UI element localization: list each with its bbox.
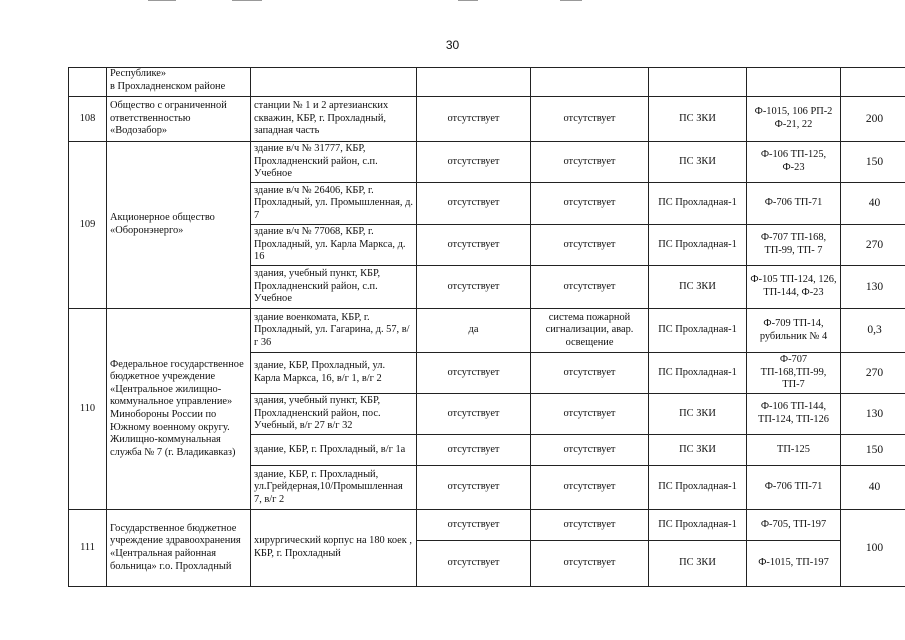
cell-organization: Государственное бюджетное учреждение здравоохранения «Центральная районная больница» г.о. Прохладный — [107, 510, 251, 587]
cell-c7: 40 — [841, 466, 905, 510]
cell-c6: Ф-106 ТП-144, ТП-124, ТП-126 — [747, 394, 841, 435]
cell-c3: да — [417, 309, 531, 353]
cell-c5: ПС Прохладная-1 — [649, 466, 747, 510]
cell-c5: ПС ЗКИ — [649, 541, 747, 587]
cell-c4 — [531, 68, 649, 97]
cell-c5 — [649, 68, 747, 97]
cell-address: здания, учебный пункт, КБР, Прохладненский район, с.п. Учебное — [251, 266, 417, 309]
cell-c4: отсутствует — [531, 435, 649, 466]
cell-c4: отсутствует — [531, 225, 649, 266]
cell-organization: Федеральное государственное бюджетное учреждение «Центральное жилищно-коммунальное управление» Минобороны России по Южному военному округу. Жилищно-коммунальная служба № 7 (г. Владикавказ) — [107, 309, 251, 510]
cell-c3: отсутствует — [417, 435, 531, 466]
cell-c6: Ф-106 ТП-125, Ф-23 — [747, 142, 841, 183]
cell-c4: отсутствует — [531, 353, 649, 394]
cell-address: здание в/ч № 77068, КБР, г. Прохладный, ул. Карла Маркса, д. 16 — [251, 225, 417, 266]
cell-address: здание военкомата, КБР, г. Прохладный, ул. Гагарина, д. 57, в/г 36 — [251, 309, 417, 353]
cell-c7: 150 — [841, 142, 905, 183]
cell-c6: Ф-1015, ТП-197 — [747, 541, 841, 587]
cell-address: хирургический корпус на 180 коек , КБР, г. Прохладный — [251, 510, 417, 587]
cell-c3: отсутствует — [417, 466, 531, 510]
cell-c7: 130 — [841, 266, 905, 309]
cell-number: 108 — [69, 97, 107, 142]
cell-c5: ПС ЗКИ — [649, 97, 747, 142]
cell-address: здание, КБР, Прохладный, ул. Карла Маркса, 16, в/г 1, в/г 2 — [251, 353, 417, 394]
cell-organization: Республике» в Прохладненском районе — [107, 68, 251, 97]
page-number: 30 — [445, 38, 460, 52]
cell-address: здание в/ч № 31777, КБР, Прохладненский район, с.п. Учебное — [251, 142, 417, 183]
cell-c4: отсутствует — [531, 183, 649, 225]
cell-address: здания, учебный пункт, КБР, Прохладненский район, пос. Учебный, в/г 27 в/г 32 — [251, 394, 417, 435]
scan-mark — [148, 0, 176, 1]
cell-c3: отсутствует — [417, 510, 531, 541]
cell-c3: отсутствует — [417, 225, 531, 266]
table-row — [69, 97, 905, 142]
cell-number — [69, 68, 107, 97]
cell-c5: ПС ЗКИ — [649, 142, 747, 183]
cell-organization: Общество с ограниченной ответственностью «Водозабор» — [107, 97, 251, 142]
cell-c4: отсутствует — [531, 541, 649, 587]
cell-c7: 130 — [841, 394, 905, 435]
cell-c7: 40 — [841, 183, 905, 225]
cell-address: здание, КБР, г. Прохладный, ул.Грейдерная,10/Промышленная 7, в/г 2 — [251, 466, 417, 510]
cell-c7: 270 — [841, 225, 905, 266]
scan-mark — [560, 0, 582, 1]
cell-c3: отсутствует — [417, 183, 531, 225]
cell-c5: ПС Прохладная-1 — [649, 510, 747, 541]
cell-c6 — [747, 68, 841, 97]
cell-c3 — [417, 68, 531, 97]
cell-number: 110 — [69, 309, 107, 510]
cell-c4: отсутствует — [531, 466, 649, 510]
cell-c3: отсутствует — [417, 97, 531, 142]
table-row — [69, 142, 905, 183]
cell-c7 — [841, 68, 905, 97]
cell-c5: ПС Прохладная-1 — [649, 309, 747, 353]
table-row — [69, 510, 905, 541]
cell-address: станции № 1 и 2 артезианских скважин, КБР, г. Прохладный, западная часть — [251, 97, 417, 142]
cell-c6: Ф-705, ТП-197 — [747, 510, 841, 541]
cell-c4: отсутствует — [531, 97, 649, 142]
table-row — [69, 68, 905, 97]
scan-mark — [458, 0, 478, 1]
cell-c5: ПС ЗКИ — [649, 394, 747, 435]
cell-c7: 150 — [841, 435, 905, 466]
cell-c4: система пожарной сигнализации, авар. освещение — [531, 309, 649, 353]
cell-address: здание, КБР, г. Прохладный, в/г 1а — [251, 435, 417, 466]
cell-c5: ПС ЗКИ — [649, 266, 747, 309]
cell-c6: Ф-1015, 106 РП-2 Ф-21, 22 — [747, 97, 841, 142]
registry-table — [68, 67, 905, 587]
cell-c5: ПС Прохладная-1 — [649, 183, 747, 225]
cell-c4: отсутствует — [531, 142, 649, 183]
cell-c7: 100 — [841, 510, 905, 587]
cell-c3: отсутствует — [417, 394, 531, 435]
cell-address: здание в/ч № 26406, КБР, г. Прохладный, ул. Промышленная, д. 7 — [251, 183, 417, 225]
cell-address — [251, 68, 417, 97]
cell-c6: Ф-707 ТП-168,ТП-99, ТП-7 — [747, 353, 841, 394]
cell-c6: Ф-709 ТП-14, рубильник № 4 — [747, 309, 841, 353]
cell-c6: Ф-706 ТП-71 — [747, 183, 841, 225]
cell-c3: отсутствует — [417, 541, 531, 587]
scan-mark — [232, 0, 262, 1]
cell-c3: отсутствует — [417, 266, 531, 309]
cell-c6: Ф-707 ТП-168, ТП-99, ТП- 7 — [747, 225, 841, 266]
cell-c4: отсутствует — [531, 266, 649, 309]
table-row — [69, 309, 905, 353]
cell-c7: 0,3 — [841, 309, 905, 353]
cell-c4: отсутствует — [531, 510, 649, 541]
cell-c7: 200 — [841, 97, 905, 142]
cell-c6: ТП-125 — [747, 435, 841, 466]
cell-c5: ПС ЗКИ — [649, 435, 747, 466]
cell-c6: Ф-105 ТП-124, 126, ТП-144, Ф-23 — [747, 266, 841, 309]
cell-c3: отсутствует — [417, 142, 531, 183]
cell-c5: ПС Прохладная-1 — [649, 353, 747, 394]
cell-c6: Ф-706 ТП-71 — [747, 466, 841, 510]
cell-c4: отсутствует — [531, 394, 649, 435]
cell-c3: отсутствует — [417, 353, 531, 394]
cell-number: 109 — [69, 142, 107, 309]
cell-c7: 270 — [841, 353, 905, 394]
cell-c5: ПС Прохладная-1 — [649, 225, 747, 266]
cell-organization: Акционерное общество «Оборонэнерго» — [107, 142, 251, 309]
cell-number: 111 — [69, 510, 107, 587]
